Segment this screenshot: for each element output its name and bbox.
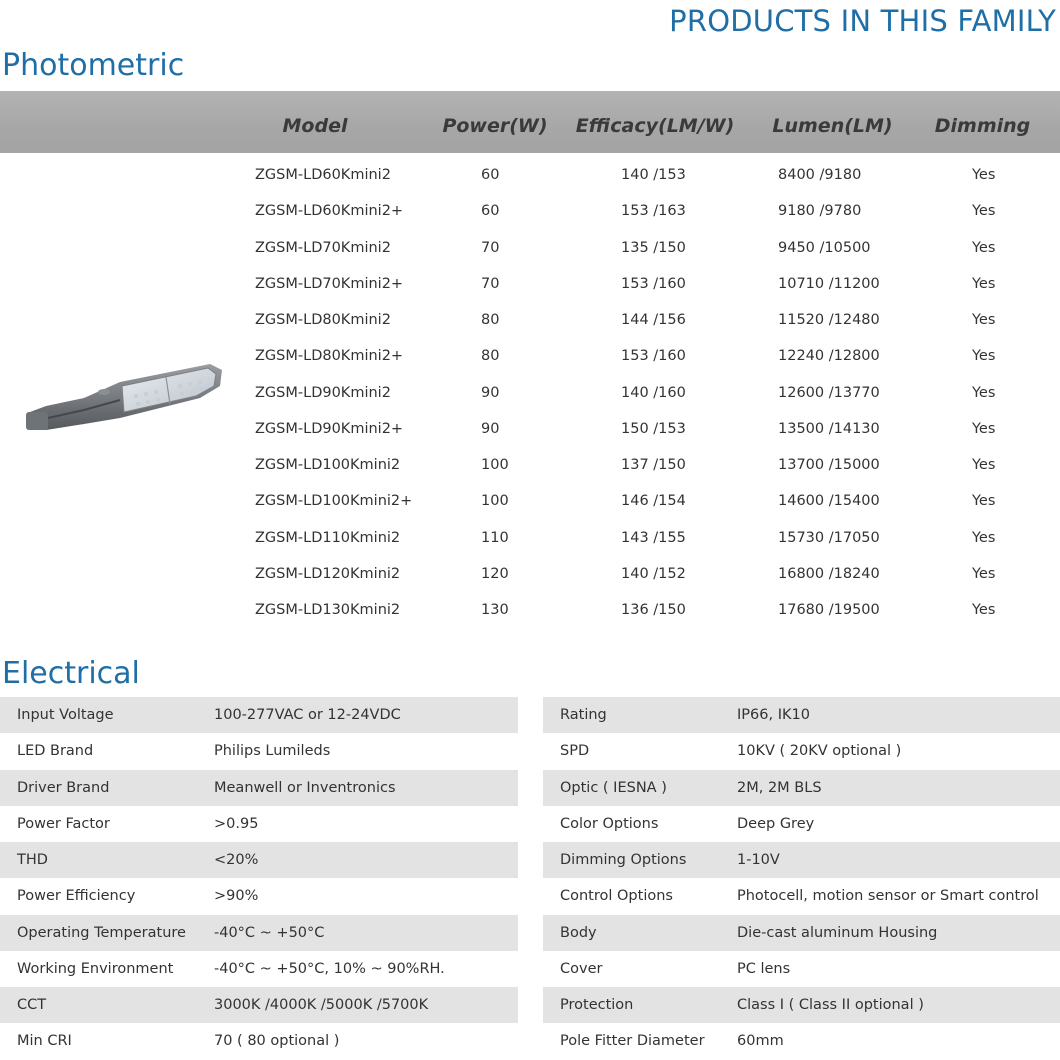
spec-row (543, 1023, 1060, 1059)
cell-power: 100 (481, 493, 509, 510)
spec-row (0, 806, 518, 842)
spec-label: THD (17, 852, 48, 868)
spec-row (0, 1023, 518, 1059)
cell-lumen: 10710 /11200 (778, 275, 880, 292)
header-power: Power(W) (442, 115, 548, 137)
cell-model: ZGSM-LD120Kmini2 (255, 565, 401, 582)
table-row (0, 556, 1060, 592)
spec-label: Driver Brand (17, 779, 110, 796)
cell-efficacy: 140 /153 (621, 167, 686, 183)
spec-value: 10KV ( 20KV optional ) (737, 743, 902, 760)
spec-label: Rating (560, 707, 607, 723)
spec-label: Control Options (560, 888, 673, 905)
cell-model: ZGSM-LD60Kmini2+ (255, 203, 404, 220)
cell-efficacy: 143 /155 (621, 529, 686, 546)
cell-lumen: 9450 /10500 (778, 239, 871, 256)
spec-row (0, 842, 518, 878)
spec-label: Power Factor (17, 815, 110, 832)
table-row (0, 302, 1060, 338)
spec-label: CCT (17, 997, 47, 1013)
spec-label: Optic ( IESNA ) (560, 779, 667, 796)
spec-label: Operating Temperature (17, 924, 186, 941)
spec-row (0, 697, 518, 733)
spec-value: 60mm (737, 1033, 784, 1050)
table-row (0, 483, 1060, 519)
cell-lumen: 17680 /19500 (778, 602, 880, 618)
cell-lumen: 12240 /12800 (778, 348, 880, 365)
table-row (0, 447, 1060, 483)
spec-row (0, 987, 518, 1023)
spec-value: 1-10V (737, 852, 780, 868)
cell-efficacy: 140 /152 (621, 565, 686, 582)
header-lumen: Lumen(LM) (772, 115, 893, 137)
cell-lumen: 9180 /9780 (778, 203, 862, 220)
cell-power: 110 (481, 529, 509, 546)
spec-value: -40°C ~ +50°C, 10% ~ 90%RH. (214, 960, 445, 977)
cell-power: 80 (481, 312, 500, 328)
cell-model: ZGSM-LD70Kmini2 (255, 239, 391, 256)
spec-value: >0.95 (214, 815, 259, 832)
cell-power: 90 (481, 384, 500, 401)
electrical-title: Electrical (2, 656, 140, 691)
spec-row (543, 951, 1060, 987)
cell-efficacy: 144 /156 (621, 312, 686, 328)
cell-model: ZGSM-LD80Kmini2+ (255, 348, 404, 365)
table-row (0, 411, 1060, 447)
cell-efficacy: 150 /153 (621, 420, 686, 437)
electrical-table-left (0, 697, 518, 1060)
photometric-title: Photometric (2, 48, 185, 83)
cell-dimming: Yes (972, 384, 996, 401)
spec-row (543, 987, 1060, 1023)
cell-efficacy: 135 /150 (621, 239, 686, 256)
spec-value: 70 ( 80 optional ) (214, 1033, 340, 1050)
cell-dimming: Yes (972, 312, 996, 328)
cell-model: ZGSM-LD100Kmini2 (255, 457, 401, 473)
photometric-table (0, 157, 1060, 628)
spec-row (0, 878, 518, 914)
spec-row (0, 915, 518, 951)
cell-model: ZGSM-LD90Kmini2 (255, 384, 391, 401)
cell-model: ZGSM-LD110Kmini2 (255, 529, 401, 546)
cell-model: ZGSM-LD130Kmini2 (255, 602, 401, 618)
spec-label: Power Efficiency (17, 888, 136, 905)
cell-dimming: Yes (972, 348, 996, 365)
table-row (0, 520, 1060, 556)
cell-power: 70 (481, 275, 500, 292)
spec-row (543, 915, 1060, 951)
table-row (0, 230, 1060, 266)
cell-power: 80 (481, 348, 500, 365)
cell-dimming: Yes (972, 420, 996, 437)
cell-lumen: 15730 /17050 (778, 529, 880, 546)
spec-value: -40°C ~ +50°C (214, 924, 325, 941)
spec-row (0, 770, 518, 806)
spec-value: PC lens (737, 960, 791, 977)
cell-lumen: 11520 /12480 (778, 312, 880, 328)
header-model: Model (282, 115, 348, 137)
cell-lumen: 16800 /18240 (778, 565, 880, 582)
spec-value: 3000K /4000K /5000K /5700K (214, 997, 429, 1013)
cell-power: 130 (481, 602, 509, 618)
spec-row (543, 842, 1060, 878)
cell-dimming: Yes (972, 493, 996, 510)
cell-lumen: 13500 /14130 (778, 420, 880, 437)
spec-label: Protection (560, 997, 634, 1013)
spec-row (543, 770, 1060, 806)
cell-power: 100 (481, 457, 509, 473)
spec-label: Working Environment (17, 960, 174, 977)
spec-label: SPD (560, 743, 590, 760)
cell-lumen: 14600 /15400 (778, 493, 880, 510)
cell-model: ZGSM-LD70Kmini2+ (255, 275, 404, 292)
spec-label: Body (560, 924, 597, 941)
cell-power: 60 (481, 203, 500, 220)
cell-dimming: Yes (972, 203, 996, 220)
cell-dimming: Yes (972, 565, 996, 582)
spec-label: Dimming Options (560, 852, 687, 868)
photometric-header (0, 91, 1060, 153)
electrical-table-right (543, 697, 1060, 1060)
cell-model: ZGSM-LD80Kmini2 (255, 312, 391, 328)
cell-dimming: Yes (972, 167, 996, 183)
spec-label: Cover (560, 960, 603, 977)
spec-value: IP66, IK10 (737, 707, 810, 723)
cell-model: ZGSM-LD60Kmini2 (255, 167, 391, 183)
cell-power: 120 (481, 565, 509, 582)
cell-dimming: Yes (972, 602, 996, 618)
cell-model: ZGSM-LD90Kmini2+ (255, 420, 404, 437)
spec-value: <20% (214, 852, 259, 868)
spec-row (0, 951, 518, 987)
cell-dimming: Yes (972, 239, 996, 256)
spec-label: LED Brand (17, 743, 94, 760)
spec-row (543, 733, 1060, 769)
header-efficacy: Efficacy(LM/W) (575, 115, 735, 137)
cell-efficacy: 136 /150 (621, 602, 686, 618)
table-row (0, 266, 1060, 302)
spec-value: >90% (214, 888, 259, 905)
cell-lumen: 13700 /15000 (778, 457, 880, 473)
cell-efficacy: 137 /150 (621, 457, 686, 473)
family-title: PRODUCTS IN THIS FAMILY (669, 4, 1056, 38)
table-row (0, 375, 1060, 411)
cell-efficacy: 153 /160 (621, 348, 686, 365)
cell-power: 90 (481, 420, 500, 437)
spec-value: Deep Grey (737, 815, 815, 832)
spec-label: Pole Fitter Diameter (560, 1033, 705, 1050)
cell-dimming: Yes (972, 457, 996, 473)
spec-value: Photocell, motion sensor or Smart control (737, 888, 1039, 905)
cell-efficacy: 146 /154 (621, 493, 686, 510)
cell-power: 60 (481, 167, 500, 183)
table-row (0, 193, 1060, 229)
cell-lumen: 8400 /9180 (778, 167, 862, 183)
cell-lumen: 12600 /13770 (778, 384, 880, 401)
cell-model: ZGSM-LD100Kmini2+ (255, 493, 413, 510)
spec-label: Input Voltage (17, 707, 114, 723)
spec-value: 2M, 2M BLS (737, 779, 822, 796)
spec-row (543, 697, 1060, 733)
cell-efficacy: 140 /160 (621, 384, 686, 401)
spec-value: Die-cast aluminum Housing (737, 924, 938, 941)
cell-power: 70 (481, 239, 500, 256)
table-row (0, 592, 1060, 628)
spec-row (543, 806, 1060, 842)
spec-value: 100-277VAC or 12-24VDC (214, 707, 401, 723)
cell-efficacy: 153 /163 (621, 203, 686, 220)
table-row (0, 338, 1060, 374)
cell-dimming: Yes (972, 275, 996, 292)
spec-row (543, 878, 1060, 914)
spec-row (0, 733, 518, 769)
spec-value: Philips Lumileds (214, 743, 331, 760)
cell-dimming: Yes (972, 529, 996, 546)
spec-label: Min CRI (17, 1033, 72, 1050)
table-row (0, 157, 1060, 193)
spec-value: Meanwell or Inventronics (214, 779, 396, 796)
spec-label: Color Options (560, 815, 659, 832)
header-dimming: Dimming (934, 115, 1031, 137)
spec-value: Class I ( Class II optional ) (737, 997, 924, 1013)
cell-efficacy: 153 /160 (621, 275, 686, 292)
